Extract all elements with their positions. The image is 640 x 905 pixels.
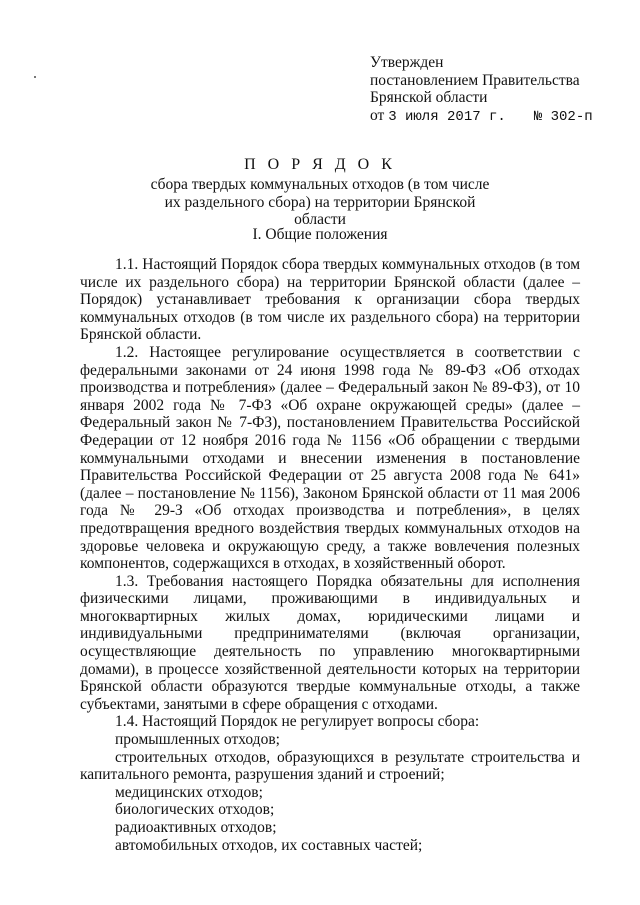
- approval-number: № 302-п: [533, 108, 593, 125]
- date-prefix: от: [370, 106, 385, 124]
- approval-line: постановлением Правительства: [370, 71, 580, 89]
- approval-line: Утвержден: [370, 54, 444, 71]
- approval-date-line: [370, 107, 610, 127]
- approval-line: Брянской области: [370, 89, 488, 106]
- list-item: биологических отходов;: [115, 801, 275, 819]
- paragraph: 1.1. Настоящий Порядок сбора твердых коммунальных отходов (в том числе их раздельного сбора) на территории Брянской области (далее – Порядок) устанавливает требования к организации сбора твердых коммунальных отходов (в том числе их раздельного сбора) на территории Брянской области.: [80, 256, 580, 344]
- paragraph: 1.4. Настоящий Порядок не регулирует вопросы сбора:: [115, 713, 480, 731]
- scan-speck: [34, 76, 36, 78]
- paragraph: 1.2. Настоящее регулирование осуществляется в соответствии с федеральными законами от 24 июня 1998 года № 89-ФЗ «Об отходах производства и потребления» (далее – Федеральный закон № 89-ФЗ), от 10 января 2002 года № 7-ФЗ «Об охране окружающей среды» (далее – Федеральный закон № 7-ФЗ), постановлением Правительства Российской Федерации от 12 ноября 2016 года № 1156 «Об обращении с твердыми коммунальными отходами и внесении изменения в постановление Правительства Российской Федерации от 25 августа 2008 года № 641» (далее – постановление № 1156), Законом Брянской области от 11 мая 2006 года № 29-З «Об отходах производства и потребления», в целях предотвращения вредного воздействия твердых коммунальных отходов на здоровье человека и окружающую среду, а также вовлечения полезных компонентов, содержащихся в отходах, в хозяйственный оборот.: [80, 343, 580, 573]
- list-item: автомобильных отходов, их составных частей;: [115, 836, 423, 854]
- list-item: строительных отходов, образующихся в результате строительства и капитального ремонта, разрушения зданий и строений;: [80, 748, 580, 784]
- section-heading: I. Общие положения: [252, 226, 388, 243]
- approval-block: [370, 54, 610, 126]
- paragraph: 1.3. Требования настоящего Порядка обязательны для исполнения физическими лицами, проживающими в индивидуальных и многоквартирных жилых домах, юридическими лицами и индивидуальными предпринимателями (включая организации, осуществляющие деятельность по управлению многоквартирными домами), в процессе хозяйственной деятельности которых на территории Брянской области образуются твердые коммунальные отходы, а также субъектами, занятыми в сфере обращения с отходами.: [80, 572, 580, 713]
- document-body: [80, 256, 580, 854]
- list-item: промышленных отходов;: [115, 731, 280, 749]
- list-item: радиоактивных отходов;: [115, 819, 277, 836]
- document-title: П О Р Я Д О К: [244, 156, 396, 173]
- list-item: медицинских отходов;: [115, 783, 263, 801]
- document-subtitle: сбора твердых коммунальных отходов (в том числе их раздельного сбора) на территории Брянской области: [150, 176, 490, 228]
- approval-date: 3 июля 2017 г.: [388, 108, 506, 125]
